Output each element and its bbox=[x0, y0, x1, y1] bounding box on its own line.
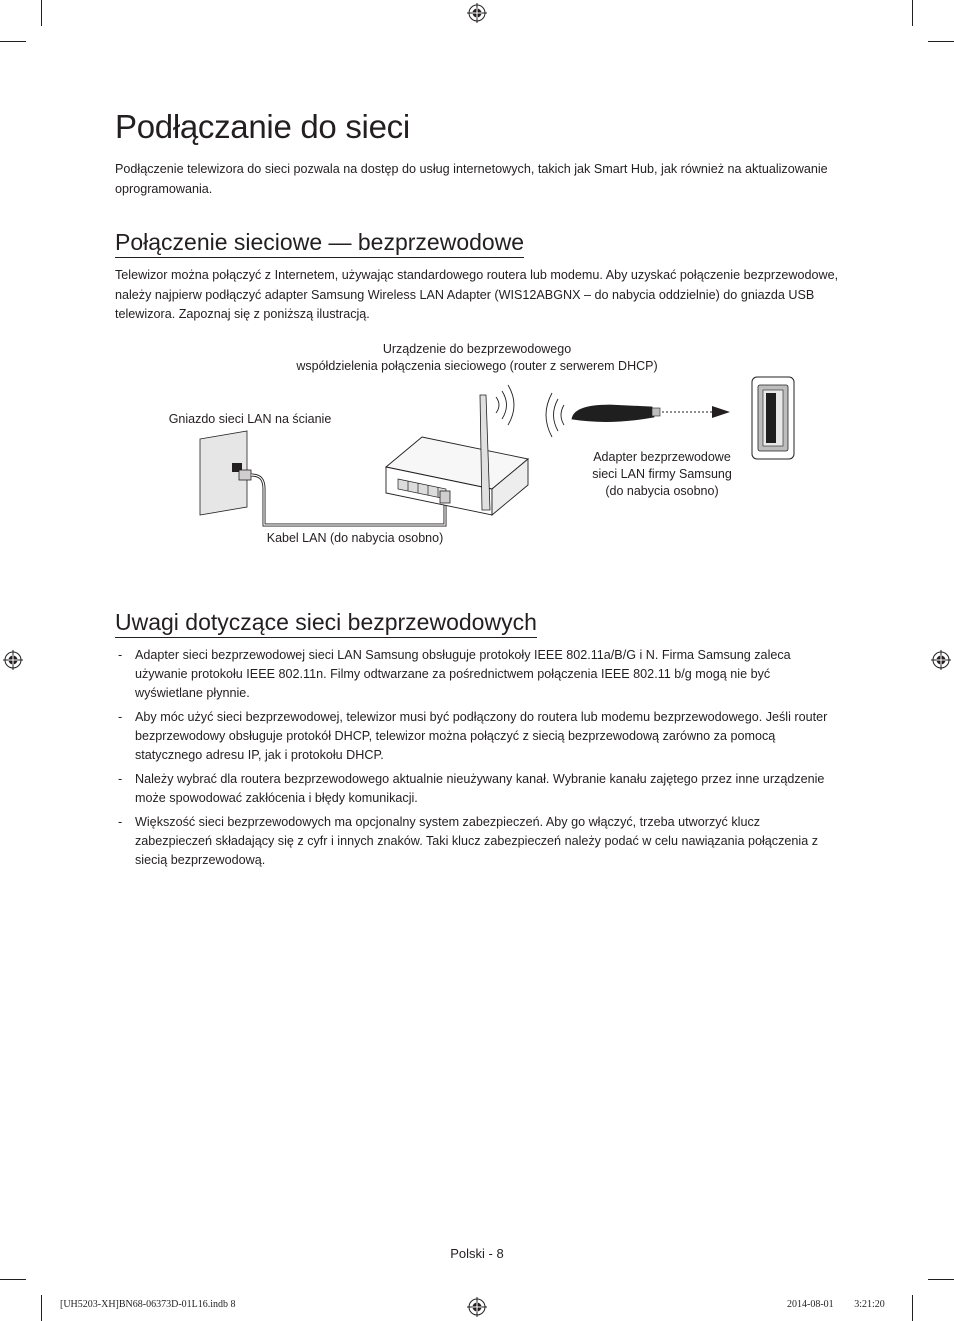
list-item bbox=[115, 770, 840, 808]
section-heading-wireless: Połączenie sieciowe — bezprzewodowe bbox=[115, 228, 524, 258]
registration-mark-icon bbox=[467, 1297, 487, 1317]
crop-mark-top-left-v bbox=[41, 0, 42, 26]
wifi-waves-adapter-icon bbox=[546, 393, 564, 437]
bullet-dash: - bbox=[118, 648, 123, 662]
adapter-label-line2: sieci LAN firmy Samsung bbox=[592, 467, 732, 481]
registration-mark-icon bbox=[931, 650, 951, 670]
print-slug-right: 2014-08-01 ￿￿ 3:21:20 bbox=[787, 1299, 885, 1310]
registration-mark-icon bbox=[467, 3, 487, 23]
wireless-lan-adapter-icon bbox=[572, 405, 660, 422]
note-text: Aby móc użyć sieci bezprzewodowej, telewizor musi być podłączony do routera lub modemu bezprzewodowego. Jeśli router bezprzewodowy obsługuje protokół DHCP, telewizor można połączyć z siecią bezprzewodową zarówno za pomocą statycznego adresu IP, jak i protokołu DHCP. bbox=[135, 710, 828, 762]
crop-mark-top-right-v bbox=[912, 0, 913, 26]
crop-mark-bottom-right-v bbox=[912, 1295, 913, 1321]
crop-mark-top-left-h bbox=[0, 41, 26, 42]
wall-socket-label: Gniazdo sieci LAN na ścianie bbox=[168, 412, 332, 426]
adapter-label-line1: Adapter bezprzewodowe bbox=[593, 450, 731, 464]
router-label-line1: Urządzenie do bezprzewodowego bbox=[382, 342, 572, 356]
list-item bbox=[115, 813, 840, 870]
notes-list bbox=[115, 646, 840, 875]
wifi-waves-router-icon bbox=[496, 385, 514, 425]
adapter-label-line3: (do nabycia osobno) bbox=[605, 484, 719, 498]
router-label bbox=[250, 341, 704, 375]
intro-paragraph: Podłączenie telewizora do sieci pozwala na dostęp do usług internetowych, takich jak Smart Hub, jak również na aktualizowanie oprogramowania. bbox=[115, 162, 828, 196]
network-diagram bbox=[190, 375, 810, 535]
crop-mark-top-right-h bbox=[928, 41, 954, 42]
router-label-line2: współdzielenia połączenia sieciowego (router z serwerem DHCP) bbox=[296, 359, 658, 373]
section-heading-notes: Uwagi dotyczące sieci bezprzewodowych bbox=[115, 608, 537, 638]
bullet-dash: - bbox=[118, 772, 123, 786]
page-number: Polski - 8 bbox=[450, 1246, 504, 1261]
lan-cable-label: Kabel LAN (do nabycia osobno) bbox=[266, 531, 444, 545]
crop-mark-bottom-left-v bbox=[41, 1295, 42, 1321]
router-icon bbox=[386, 437, 528, 515]
crop-mark-bottom-left-h bbox=[0, 1279, 26, 1280]
arrow-head-icon bbox=[712, 406, 730, 418]
lan-plug-router-icon bbox=[440, 491, 450, 503]
list-item bbox=[115, 708, 840, 765]
note-text: Należy wybrać dla routera bezprzewodowego aktualnie nieużywany kanał. Wybranie kanału zajętego przez inne urządzenie może spowodować zakłócenia i błędy komunikacji. bbox=[135, 772, 825, 805]
note-text: Większość sieci bezprzewodowych ma opcjonalny system zabezpieczeń. Aby go włączyć, trzeba utworzyć klucz zabezpieczeń składający się z cyfr i innych znaków. Taki klucz zabezpieczeń należy podać w celu nawiązania połączenia z siecią bezprzewodową. bbox=[135, 815, 818, 867]
wireless-paragraph: Telewizor można połączyć z Internetem, używając standardowego routera lub modemu. Aby uzyskać połączenie bezprzewodowe, należy najpierw podłączyć adapter Samsung Wireless LAN Adapter (WIS12ABGNX – do nabycia oddzielnie) do gniazda USB telewizora. Zapoznaj się z poniższą ilustracją. bbox=[115, 268, 839, 321]
page-title: Podłączanie do sieci bbox=[115, 108, 410, 145]
bullet-dash: - bbox=[118, 815, 123, 829]
tv-usb-port-icon bbox=[752, 377, 794, 459]
bullet-dash: - bbox=[118, 710, 123, 724]
list-item bbox=[115, 646, 840, 703]
note-text: Adapter sieci bezprzewodowej sieci LAN Samsung obsługuje protokoły IEEE 802.11a/B/G i N. Firma Samsung zaleca używanie protokołu IEEE 802.11n. Filmy odtwarzane za pośrednictwem połączenia IEEE 802.11 b/g mogą nie być wyświetlane płynnie. bbox=[135, 648, 791, 700]
registration-mark-icon bbox=[3, 650, 23, 670]
lan-plug-wall-icon bbox=[239, 470, 251, 480]
print-slug-left: [UH5203-XH]BN68-06373D-01L16.indb 8 bbox=[60, 1299, 236, 1310]
crop-mark-bottom-right-h bbox=[928, 1279, 954, 1280]
